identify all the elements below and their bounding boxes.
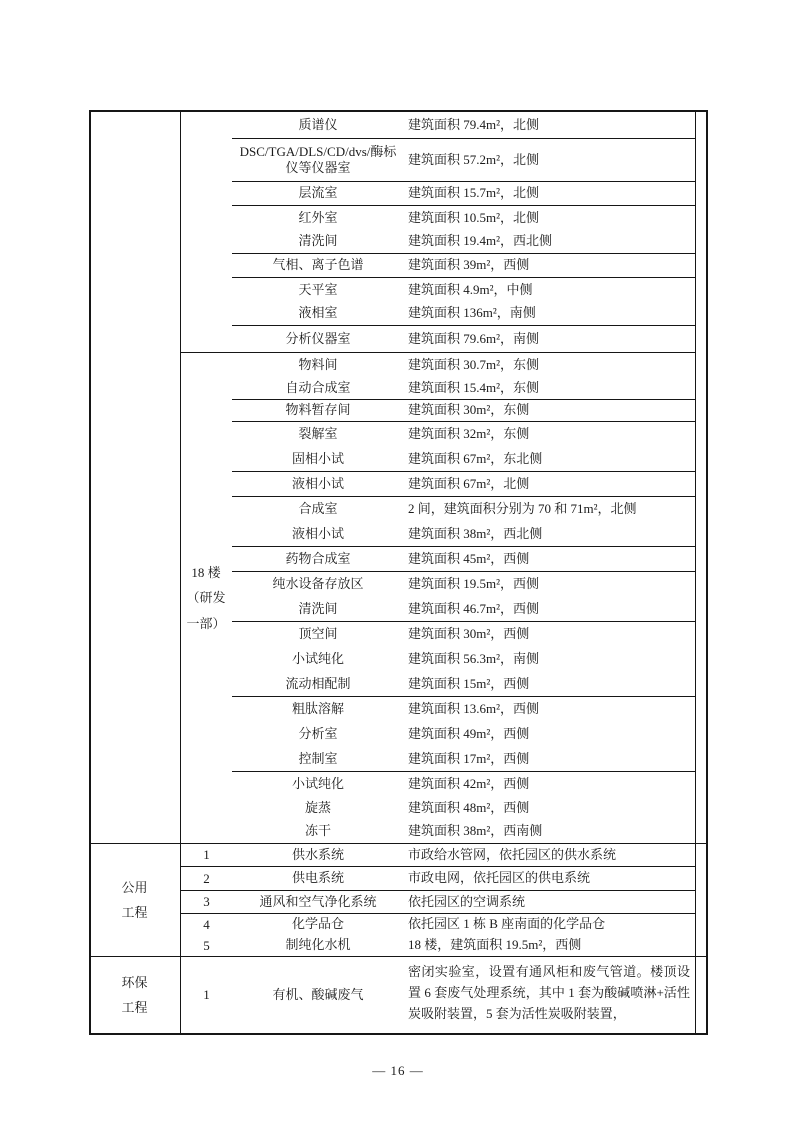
room-name-cell: 物料间 bbox=[298, 356, 338, 372]
room-name-cell: 合成室 bbox=[298, 501, 338, 517]
table-row bbox=[181, 867, 696, 891]
room-name-cell: 液相室 bbox=[298, 305, 338, 321]
item-desc-cell: 市政电网，依托园区的供电系统 bbox=[408, 870, 591, 886]
room-desc-cell: 建筑面积 45m²，西侧 bbox=[408, 550, 530, 566]
table-row bbox=[181, 935, 696, 956]
table-row bbox=[232, 377, 696, 400]
room-desc-cell: 建筑面积 79.4m²，北侧 bbox=[408, 116, 540, 132]
room-desc-cell: 建筑面积 4.9m²，中侧 bbox=[408, 281, 533, 297]
room-name-cell: 气相、离子色谱 bbox=[272, 257, 364, 273]
room-name-cell: 药物合成室 bbox=[285, 550, 351, 566]
table-row bbox=[232, 747, 696, 772]
room-desc-cell: 建筑面积 67m²，东北侧 bbox=[408, 450, 543, 466]
table-row bbox=[232, 206, 696, 230]
table-row bbox=[181, 891, 696, 914]
item-name-cell: 化学品仓 bbox=[291, 916, 344, 932]
room-name-cell: 控制室 bbox=[298, 750, 338, 766]
table-row bbox=[232, 820, 696, 843]
table-row bbox=[232, 472, 696, 497]
room-name-cell: 旋蒸 bbox=[304, 800, 331, 816]
table-row bbox=[232, 697, 696, 722]
table-row bbox=[232, 112, 696, 139]
table-row bbox=[232, 522, 696, 547]
room-desc-cell: 建筑面积 30m²，东侧 bbox=[408, 402, 530, 418]
table-row bbox=[232, 139, 696, 182]
table-row bbox=[232, 622, 696, 647]
section-label-utility bbox=[89, 844, 180, 956]
room-desc-cell: 2 间，建筑面积分别为 70 和 71m²，北侧 bbox=[408, 501, 637, 517]
table-row bbox=[232, 254, 696, 278]
room-name-cell: 裂解室 bbox=[298, 426, 338, 442]
table-row bbox=[232, 400, 696, 422]
room-name-cell: 小试纯化 bbox=[291, 651, 344, 667]
table-row bbox=[181, 914, 696, 935]
table-row bbox=[232, 672, 696, 697]
room-desc-cell: 建筑面积 42m²，西侧 bbox=[408, 776, 530, 792]
room-desc-cell: 建筑面积 17m²，西侧 bbox=[408, 750, 530, 766]
table-border-bottom bbox=[89, 1033, 708, 1035]
room-desc-cell: 建筑面积 136m²，南侧 bbox=[408, 305, 536, 321]
item-desc-cell: 市政给水管网，依托园区的供水系统 bbox=[408, 846, 617, 862]
table-border-right bbox=[706, 110, 708, 1035]
room-desc-cell: 建筑面积 15.4m²，东侧 bbox=[408, 379, 540, 395]
room-desc-cell: 建筑面积 15m²，西侧 bbox=[408, 675, 530, 691]
room-name-cell: 小试纯化 bbox=[291, 776, 344, 792]
room-desc-cell: 建筑面积 79.6m²，南侧 bbox=[408, 330, 540, 346]
room-desc-cell: 建筑面积 30m²，西侧 bbox=[408, 626, 530, 642]
section-label-text: 公用工程 bbox=[121, 879, 148, 920]
room-name-cell: 冻干 bbox=[304, 823, 331, 839]
section-label-text: 环保工程 bbox=[121, 974, 148, 1015]
row-number-cell: 4 bbox=[203, 916, 210, 932]
room-name-cell: 自动合成室 bbox=[285, 379, 351, 395]
room-name-cell: 粗肽溶解 bbox=[291, 701, 344, 717]
room-desc-cell: 建筑面积 49m²，西侧 bbox=[408, 726, 530, 742]
room-desc-cell: 建筑面积 19.5m²，西侧 bbox=[408, 576, 540, 592]
room-desc-cell: 建筑面积 48m²，西侧 bbox=[408, 800, 530, 816]
room-name-cell: 液相小试 bbox=[291, 525, 344, 541]
room-name-cell: 分析仪器室 bbox=[285, 330, 351, 346]
room-name-cell: 顶空间 bbox=[298, 626, 338, 642]
table-row bbox=[232, 326, 696, 352]
room-name-cell: 天平室 bbox=[298, 281, 338, 297]
table-row bbox=[232, 447, 696, 472]
row-number-cell: 1 bbox=[203, 987, 210, 1002]
item-desc-cell: 18 楼，建筑面积 19.5m²，西侧 bbox=[408, 937, 582, 953]
room-name-cell: 红外室 bbox=[298, 209, 338, 225]
room-name-cell: DSC/TGA/DLS/CD/dvs/酶标仪等仪器室 bbox=[239, 143, 397, 175]
table-row bbox=[232, 302, 696, 326]
row-number-cell: 3 bbox=[203, 894, 210, 909]
row-number-cell: 5 bbox=[203, 937, 210, 953]
room-desc-cell: 建筑面积 10.5m²，北侧 bbox=[408, 209, 540, 225]
room-name-cell: 纯水设备存放区 bbox=[272, 576, 364, 592]
room-desc-cell: 建筑面积 15.7m²，北侧 bbox=[408, 185, 540, 201]
room-name-cell: 物料暂存间 bbox=[285, 402, 351, 418]
room-desc-cell: 建筑面积 38m²，西南侧 bbox=[408, 823, 543, 839]
room-desc-cell: 建筑面积 46.7m²，西侧 bbox=[408, 600, 540, 616]
table-row bbox=[181, 957, 696, 1033]
table-row bbox=[232, 647, 696, 672]
table-row bbox=[232, 353, 696, 377]
room-desc-cell: 建筑面积 39m²，西侧 bbox=[408, 257, 530, 273]
row-number-cell: 2 bbox=[203, 870, 210, 886]
table-row bbox=[232, 182, 696, 206]
item-desc-cell: 依托园区的空调系统 bbox=[408, 893, 526, 909]
floor-label-text: 18 楼（研发一部） bbox=[186, 564, 226, 631]
table-row bbox=[181, 844, 696, 867]
room-desc-cell: 建筑面积 30.7m²，东侧 bbox=[408, 356, 540, 372]
room-desc-cell: 建筑面积 13.6m²，西侧 bbox=[408, 701, 540, 717]
item-name-cell: 供水系统 bbox=[291, 846, 344, 862]
room-name-cell: 流动相配制 bbox=[285, 675, 351, 691]
room-name-cell: 固相小试 bbox=[291, 450, 344, 466]
table-row bbox=[232, 722, 696, 747]
table-row bbox=[232, 230, 696, 254]
table-row bbox=[232, 597, 696, 622]
room-desc-cell: 建筑面积 67m²，北侧 bbox=[408, 475, 530, 491]
room-name-cell: 质谱仪 bbox=[298, 116, 338, 132]
section-label-env bbox=[89, 957, 180, 1033]
table-row bbox=[232, 497, 696, 522]
table-row bbox=[232, 772, 696, 797]
item-name-cell: 供电系统 bbox=[291, 870, 344, 886]
item-name-cell: 有机、酸碱废气 bbox=[272, 986, 364, 1002]
room-name-cell: 清洗间 bbox=[298, 233, 338, 249]
item-desc-cell: 依托园区 1 栋 B 座南面的化学品仓 bbox=[408, 916, 606, 932]
item-name-cell: 通风和空气净化系统 bbox=[259, 893, 377, 909]
table-row bbox=[232, 797, 696, 820]
table-row bbox=[232, 547, 696, 572]
room-name-cell: 分析室 bbox=[298, 726, 338, 742]
table-row bbox=[232, 422, 696, 447]
item-desc-cell: 密闭实验室，设置有通风柜和废气管道。楼顶设置 6 套废气处理系统，其中 1 套为酸碱喷淋+活性炭吸附装置，5 套为活性炭吸附装置， bbox=[408, 964, 690, 1021]
room-name-cell: 层流室 bbox=[298, 185, 338, 201]
floor-label-18 bbox=[180, 353, 232, 843]
table-row bbox=[232, 572, 696, 597]
item-name-cell: 制纯化水机 bbox=[285, 937, 351, 953]
room-desc-cell: 建筑面积 19.4m²，西北侧 bbox=[408, 233, 553, 249]
room-desc-cell: 建筑面积 38m²，西北侧 bbox=[408, 525, 543, 541]
row-number-cell: 1 bbox=[203, 847, 210, 862]
room-desc-cell: 建筑面积 56.3m²，南侧 bbox=[408, 651, 540, 667]
room-name-cell: 清洗间 bbox=[298, 600, 338, 616]
table-row bbox=[232, 278, 696, 302]
page-number: — 16 — bbox=[372, 1063, 424, 1078]
room-desc-cell: 建筑面积 57.2m²，北侧 bbox=[408, 151, 540, 167]
room-desc-cell: 建筑面积 32m²，东侧 bbox=[408, 426, 530, 442]
room-name-cell: 液相小试 bbox=[291, 475, 344, 491]
